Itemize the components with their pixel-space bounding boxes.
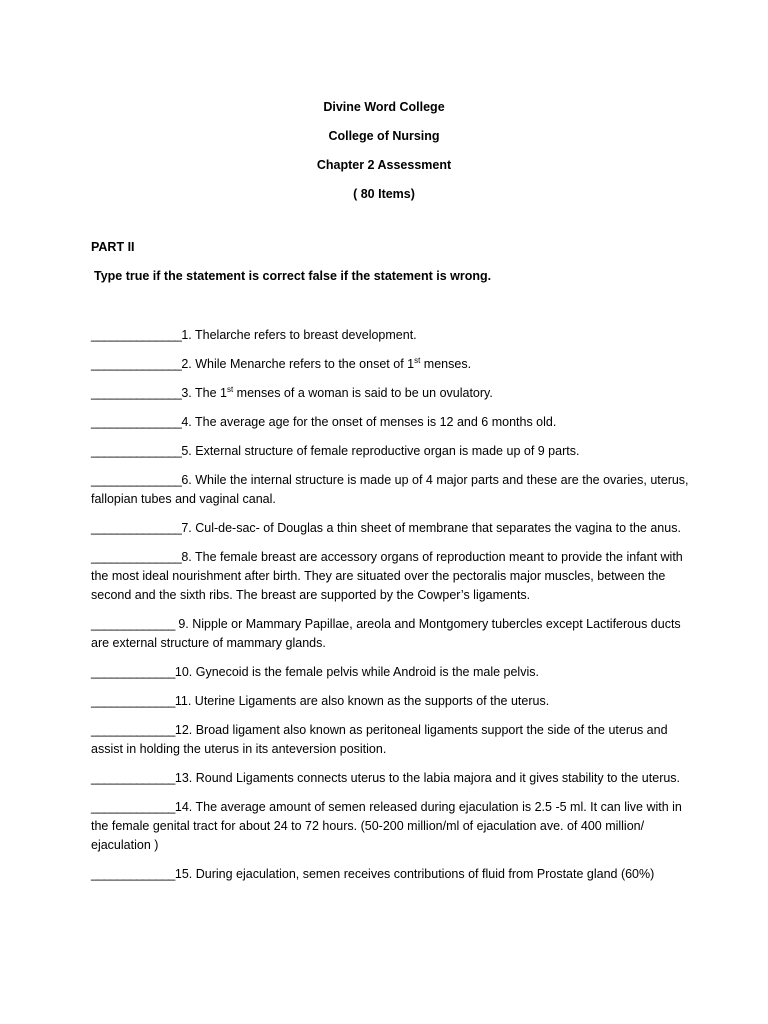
- question-text: 12. Broad ligament also known as peritoneal ligaments support the side of the uterus and assist in holding the uterus in its anteversion position.: [91, 723, 668, 756]
- question-item: [91, 663, 691, 682]
- assessment-title: Chapter 2 Assessment: [316, 158, 452, 172]
- answer-blank: ______________: [91, 444, 182, 458]
- question-item: [91, 326, 691, 345]
- question-item: [91, 471, 691, 509]
- question-text: 2. While Menarche refers to the onset of 1: [181, 357, 415, 371]
- ordinal-suffix: st: [414, 355, 421, 365]
- question-text: 9. Nipple or Mammary Papillae, areola and Montgomery tubercles except Lactiferous ducts are external structure of mammary glands.: [91, 617, 681, 650]
- answer-blank: _____________: [91, 867, 175, 881]
- answer-blank: _____________: [91, 800, 175, 814]
- question-item: [91, 865, 691, 884]
- answer-blank: ______________: [91, 328, 182, 342]
- answer-blank: _____________: [91, 617, 175, 631]
- answer-blank: _____________: [91, 665, 175, 679]
- ordinal-suffix: st: [226, 384, 234, 394]
- answer-blank: _____________: [91, 723, 175, 737]
- question-item: [91, 355, 691, 374]
- question-list: [91, 326, 691, 894]
- question-text: 10. Gynecoid is the female pelvis while Android is the male pelvis.: [174, 665, 539, 679]
- question-item: [91, 692, 691, 711]
- question-text-continued: menses.: [420, 357, 472, 371]
- question-text: 3. The 1: [181, 386, 227, 400]
- question-text: 1. Thelarche refers to breast development.: [181, 328, 417, 342]
- answer-blank: ______________: [91, 415, 182, 429]
- question-item: [91, 721, 691, 759]
- item-count: ( 80 Items): [353, 187, 415, 201]
- question-item: [91, 442, 691, 461]
- answer-blank: _____________: [91, 694, 175, 708]
- department-name: College of Nursing: [328, 129, 440, 143]
- question-text: 7. Cul-de-sac- of Douglas a thin sheet of membrane that separates the vagina to the anus.: [181, 521, 681, 535]
- question-text: 11. Uterine Ligaments are also known as the supports of the uterus.: [174, 694, 550, 708]
- question-item: [91, 615, 691, 653]
- question-text: 8. The female breast are accessory organs of reproduction meant to provide the infant with the most ideal nourishment after birth. They are situated over the pectoralis major muscles, between the second and the sixth ribs. The breast are supported by the Cowper’s ligaments.: [91, 550, 683, 602]
- answer-blank: ______________: [91, 473, 182, 487]
- question-text: 15. During ejaculation, semen receives contributions of fluid from Prostate gland (60%): [174, 867, 655, 881]
- question-text: 4. The average age for the onset of menses is 12 and 6 months old.: [181, 415, 557, 429]
- answer-blank: ______________: [91, 550, 182, 564]
- question-text: 14. The average amount of semen released during ejaculation is 2.5 -5 ml. It can live with in the female genital tract for about 24 to 72 hours. (50-200 million/ml of ejaculation ave. of 400 million/ ejaculation ): [91, 800, 682, 852]
- instruction-text: Type true if the statement is correct false if the statement is wrong.: [94, 269, 492, 283]
- question-item: [91, 413, 691, 432]
- answer-blank: ______________: [91, 521, 182, 535]
- document-header: [0, 93, 768, 209]
- question-item: [91, 798, 691, 855]
- question-item: [91, 384, 691, 403]
- question-item: [91, 548, 691, 605]
- part-title: PART II: [91, 240, 135, 254]
- question-text: 6. While the internal structure is made up of 4 major parts and these are the ovaries, uterus, fallopian tubes and vaginal canal.: [91, 473, 689, 506]
- question-item: [91, 769, 691, 788]
- answer-blank: _____________: [91, 771, 175, 785]
- question-text: 5. External structure of female reproductive organ is made up of 9 parts.: [181, 444, 580, 458]
- answer-blank: ______________: [91, 386, 182, 400]
- question-text: 13. Round Ligaments connects uterus to the labia majora and it gives stability to the uterus.: [174, 771, 681, 785]
- question-text-continued: menses of a woman is said to be un ovulatory.: [233, 386, 493, 400]
- question-item: [91, 519, 691, 538]
- college-name: Divine Word College: [323, 100, 445, 114]
- answer-blank: ______________: [91, 357, 182, 371]
